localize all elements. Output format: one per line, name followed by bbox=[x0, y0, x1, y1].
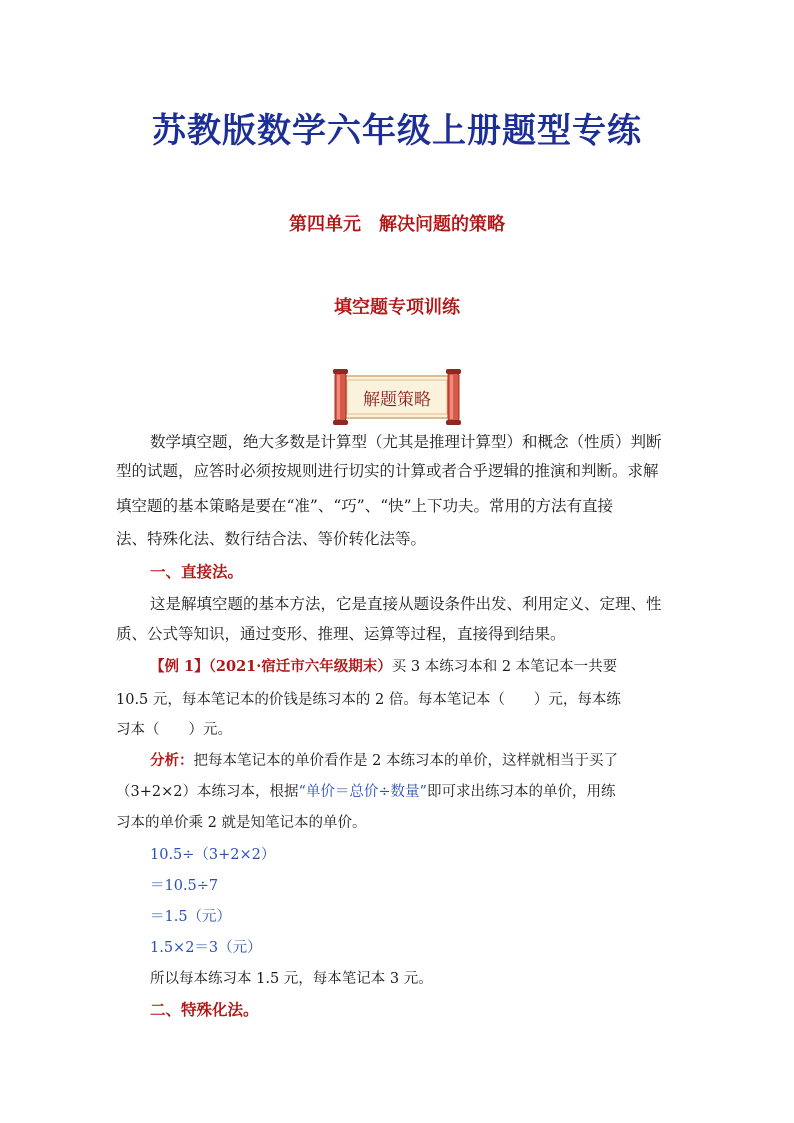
calc-line-1: 10.5÷（3+2×2） bbox=[150, 847, 276, 863]
analysis-formula-quote: “单价＝总价÷数量” bbox=[298, 784, 427, 800]
banner-label: 解题策略 bbox=[363, 390, 431, 410]
analysis-label: 分析： bbox=[150, 752, 194, 769]
analysis-line2-b: 即可求出练习本的单价，用练 bbox=[426, 784, 616, 800]
analysis-line-2 bbox=[116, 780, 615, 801]
section-title: 填空题专项训练 bbox=[334, 297, 460, 318]
main-title: 苏教版数学六年级上册题型专练 bbox=[152, 111, 642, 151]
method1-line-2: 质、公式等知识，通过变形、推理、运算等过程，直接得到结果。 bbox=[116, 625, 566, 643]
strategy-scroll-banner bbox=[331, 368, 463, 426]
analysis-line-1 bbox=[150, 749, 618, 770]
intro-line-3: 填空题的基本策略是要在“准”、“巧”、“快”上下功夫。常用的方法有直接 bbox=[116, 497, 614, 515]
example-line-2: 10.5 元，每本笔记本的价钱是练习本的 2 倍。每本笔记本（ ）元，每本练 bbox=[116, 692, 621, 708]
unit-title: 第四单元 解决问题的策略 bbox=[289, 214, 505, 235]
heading-direct-method: 一、直接法。 bbox=[150, 562, 244, 581]
example-line-3: 习本（ ）元。 bbox=[116, 722, 232, 738]
method1-line-1: 这是解填空题的基本方法，它是直接从题设条件出发、利用定义、定理、性 bbox=[150, 595, 662, 613]
heading-special-method: 二、特殊化法。 bbox=[150, 1000, 259, 1019]
calc-line-2: ＝10.5÷7 bbox=[150, 878, 219, 894]
intro-line-4: 法、特殊化法、数行结合法、等价转化法等。 bbox=[116, 530, 427, 548]
calc-line-3: ＝1.5（元） bbox=[150, 909, 232, 925]
example-question-start: 买 3 本练习本和 2 本笔记本一共要 bbox=[391, 659, 618, 675]
analysis-line2-a: （3+2×2）本练习本，根据 bbox=[116, 784, 299, 800]
calc-conclusion: 所以每本练习本 1.5 元，每本笔记本 3 元。 bbox=[150, 971, 433, 987]
intro-line-2: 型的试题，应答时必须按规则进行切实的计算或者合乎逻辑的推演和判断。求解 bbox=[116, 462, 659, 480]
example-tag: 【例 1】（2021·宿迁市六年级期末） bbox=[150, 658, 392, 675]
calc-line-4: 1.5×2＝3（元） bbox=[150, 940, 262, 956]
analysis-text-start: 把每本笔记本的单价看作是 2 本练习本的单价，这样就相当于买了 bbox=[193, 753, 618, 769]
intro-line-1: 数学填空题，绝大多数是计算型（尤其是推理计算型）和概念（性质）判断 bbox=[150, 433, 662, 451]
example-line-1 bbox=[150, 655, 617, 676]
analysis-line-3: 习本的单价乘 2 就是知笔记本的单价。 bbox=[116, 815, 367, 831]
